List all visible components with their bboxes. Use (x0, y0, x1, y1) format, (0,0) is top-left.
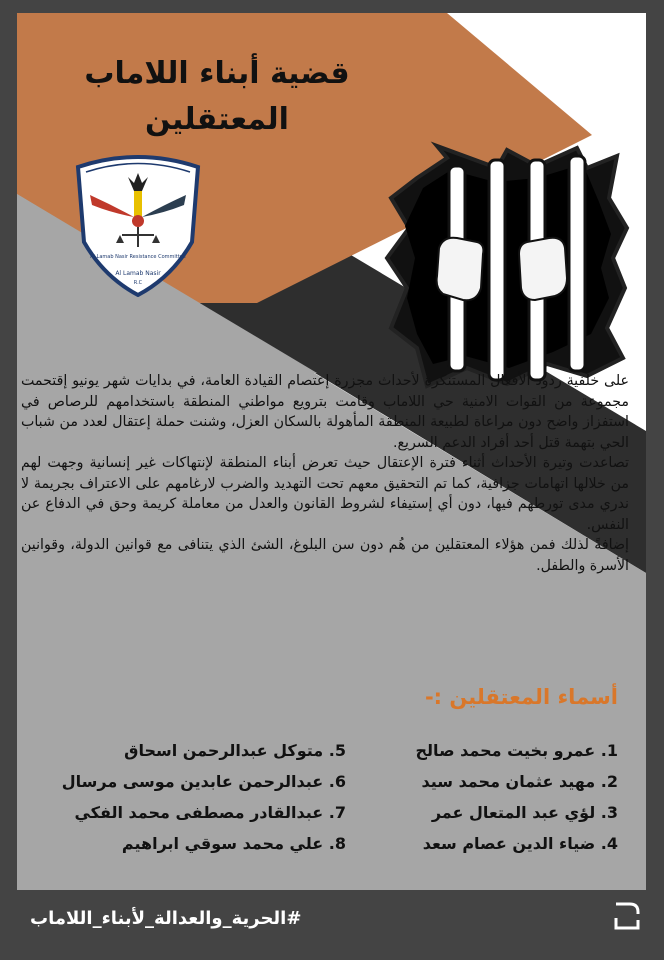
svg-text:R.C: R.C (133, 280, 143, 286)
intro-paragraph: إضافةً لذلك فمن هؤلاء المعتقلين من هُم دون سن البلوغ، الشئ الذي يتنافى مع قوانين الدولة، وقوانين الأسرة والطفل. (21, 537, 629, 574)
detainees-list-left (61, 735, 346, 859)
svg-text:Al Lamab Nasir Resistance Comm: Al Lamab Nasir Resistance Committee (90, 254, 186, 260)
prison-bars-hands-icon (377, 138, 632, 393)
list-item: 4. ضياء الدين عصام سعد (422, 834, 618, 853)
intro-paragraph: على خلفية ردود الأفعال المستنكرة لأحداث مجزرة إعتصام القيادة العامة، في بدايات شهر يونيو إقتحمت مجموعة من القوات الامنية حي اللاماب وقامت بترويع مواطني المنطقة باستخدامهم للرصاص في استفزاز واضح دون مراعاة لطبيعة المنطقة المأهولة بالسكان العزل، وشنت حملة إعتقال لعدد من شباب الحي بتهمة قتل أحد أفراد الدعم السريع. (21, 373, 629, 451)
detainees-heading: أسماء المعتقلين :- (424, 685, 618, 709)
page-title (77, 51, 357, 143)
detainees-list-right (378, 735, 618, 859)
footer-hashtag: #الحرية_والعدالة_لأبناء_اللاماب (30, 908, 302, 929)
list-item: 7. عبدالقادر مصطفى محمد الفكي (74, 803, 346, 822)
intro-paragraph: تصاعدت وتيرة الأحداث أثناء فترة الإعتقال حيث تعرض أبناء المنطقة لإنتهاكات غير إنسانية وجهت لهم من خلالها اتهامات جزافية، كما تم التحقيق معهم تحت التهديد والضرب لارغامهم على الاعتراف بجريمة لا ندري مدى تورطهم فيها، دون أي إستيفاء لشروط القانون والعدل من معاملة كريمة وحق في الدفاع عن النفس. (21, 455, 629, 533)
title-line-1: قضية أبناء اللاماب (84, 56, 350, 91)
corner-logo-mark-icon (612, 900, 642, 934)
list-item: 8. علي محمد سوقي ابراهيم (121, 834, 346, 853)
list-item: 3. لؤي عبد المتعال عمر (431, 803, 618, 822)
list-item: 1. عمرو بخيت محمد صالح (415, 741, 618, 760)
title-line-2: المعتقلين (145, 102, 289, 137)
list-item: 5. متوكل عبدالرحمن اسحاق (124, 741, 346, 760)
resistance-committee-logo-icon (72, 147, 204, 297)
list-item: 6. عبدالرحمن عابدين موسى مرسال (61, 772, 346, 791)
intro-text (21, 371, 629, 576)
poster (17, 13, 646, 890)
logo-caption: Al Lamab Nasir (115, 270, 161, 277)
list-item: 2. مهيد عثمان محمد سيد (421, 772, 618, 791)
